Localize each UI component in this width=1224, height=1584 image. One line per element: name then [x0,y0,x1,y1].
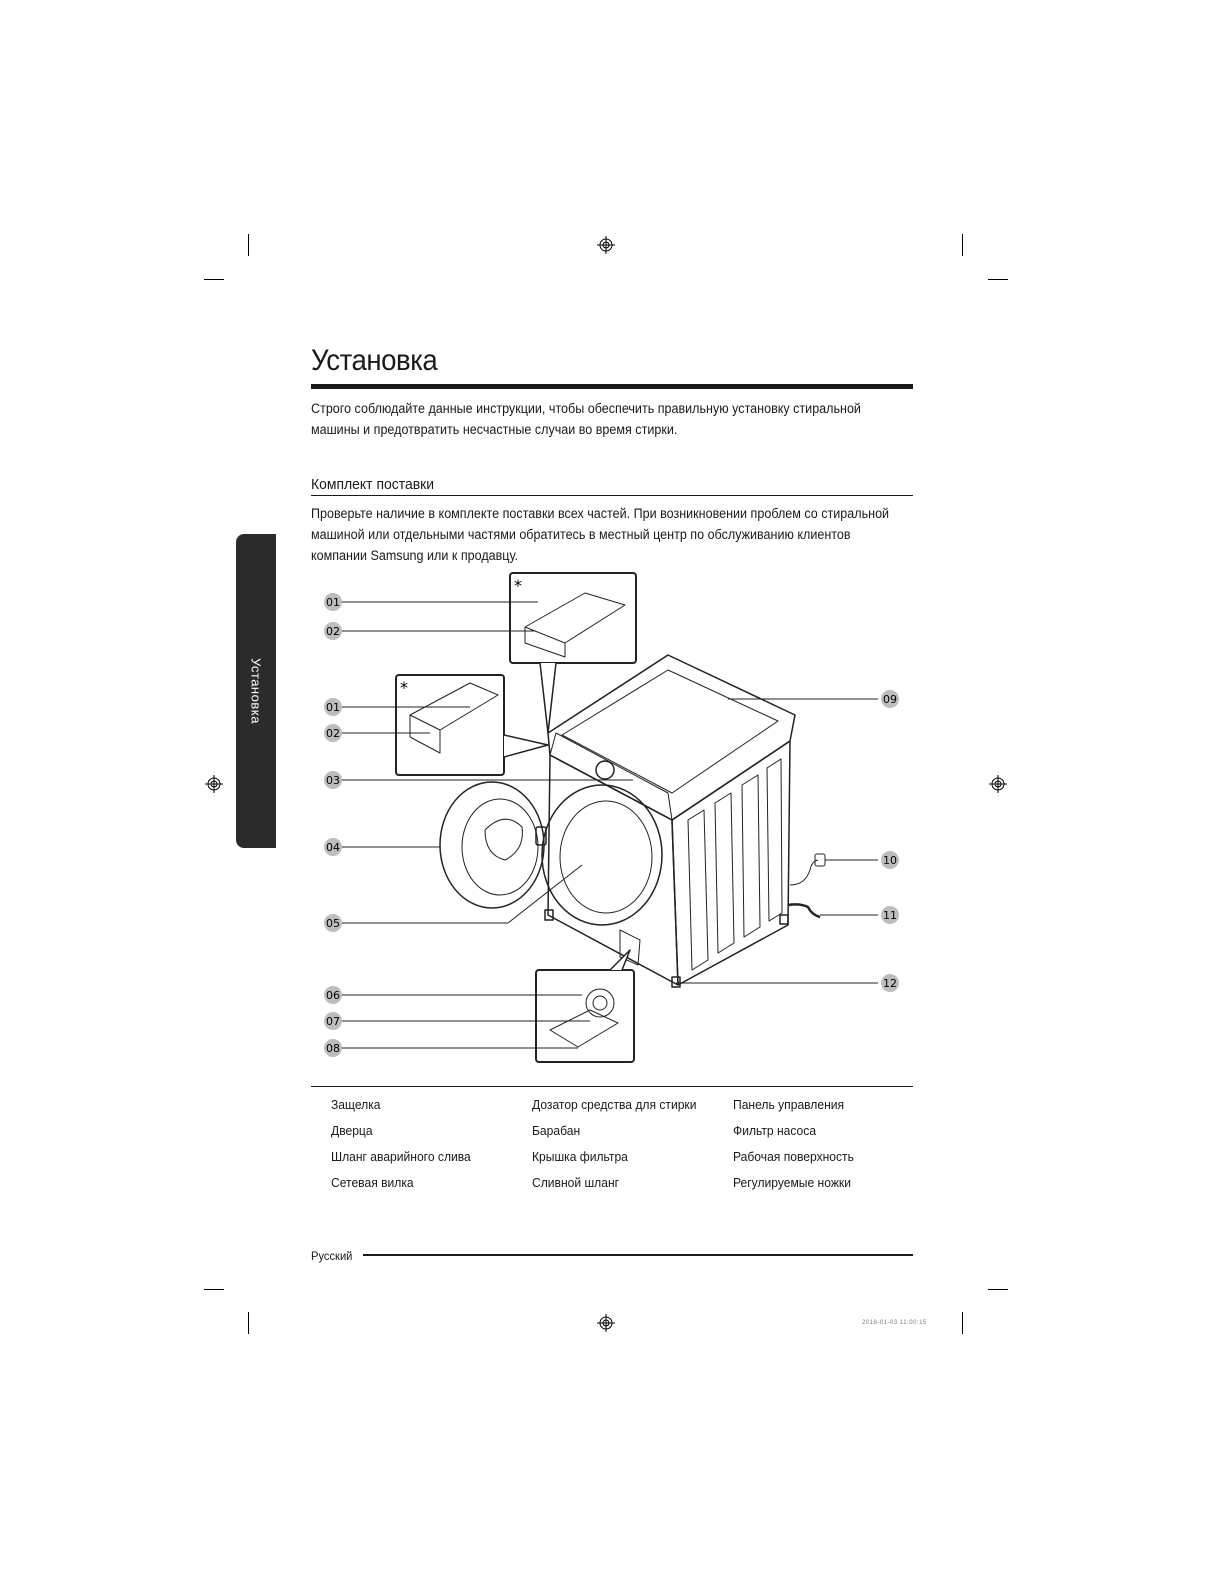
part-item: Шланг аварийного слива [331,1149,471,1164]
crop-mark [248,234,249,256]
registration-mark-icon [597,236,615,254]
parts-list-rule [311,1086,913,1087]
registration-mark-icon [597,1314,615,1332]
crop-mark [988,279,1008,280]
callout-number: 07 [326,1015,340,1028]
crop-mark [988,1289,1008,1290]
part-item: Регулируемые ножки [733,1175,851,1190]
callout-number: 11 [883,909,897,922]
part-item: Барабан [532,1123,581,1138]
callout-number: 05 [326,917,340,930]
crop-mark [962,1312,963,1334]
footer-language: Русский [311,1249,353,1263]
title-rule [311,384,913,389]
crop-mark [204,1289,224,1290]
section-paragraph: Проверьте наличие в комплекте поставки всех частей. При возникновении проблем со стиральной машиной или отдельными частями обратитесь в местный центр по обслуживанию клиентов компании Samsung или к продавцу. [311,506,890,563]
callout-number: 01 [326,596,340,609]
callout-number: 01 [326,701,340,714]
callout-number: 02 [326,727,340,740]
registration-mark-icon [989,775,1007,793]
door [440,782,544,908]
diagram-asterisk: * [514,576,522,595]
print-stamp: 2018-01-03 11:00:15 [862,1320,927,1326]
side-panel [672,741,790,985]
part-item: Дверца [331,1123,373,1138]
section-heading: Комплект поставки [311,476,435,493]
part-item: Сетевая вилка [331,1175,414,1190]
crop-mark [962,234,963,256]
page-title: Установка [311,344,438,377]
washing-machine-diagram [300,565,920,1070]
part-item: Панель управления [733,1097,845,1112]
callout-number: 10 [883,854,897,867]
side-tab-label: Установка [248,658,264,724]
callout-number: 02 [326,625,340,638]
callout-number: 08 [326,1042,340,1055]
side-tab [236,534,276,848]
callout-number: 09 [883,693,897,706]
intro-paragraph: Строго соблюдайте данные инструкции, чтобы обеспечить правильную установку стиральной машины и предотвратить несчастные случаи во время стирки. [311,401,861,437]
diagram-asterisk: * [400,678,408,697]
part-item: Сливной шланг [532,1175,620,1190]
part-item: Защелка [331,1097,381,1112]
callout-number: 12 [883,977,897,990]
callout-number: 03 [326,774,340,787]
part-item: Дозатор средства для стирки [532,1097,697,1112]
registration-mark-icon [205,775,223,793]
part-item: Фильтр насоса [733,1123,817,1138]
footer-rule [363,1254,913,1256]
callout-number: 04 [326,841,340,854]
part-item: Рабочая поверхность [733,1149,854,1164]
callout-number: 06 [326,989,340,1002]
crop-mark [248,1312,249,1334]
crop-mark [204,279,224,280]
control-knob [596,761,614,779]
section-rule [311,495,913,496]
part-item: Крышка фильтра [532,1149,628,1164]
